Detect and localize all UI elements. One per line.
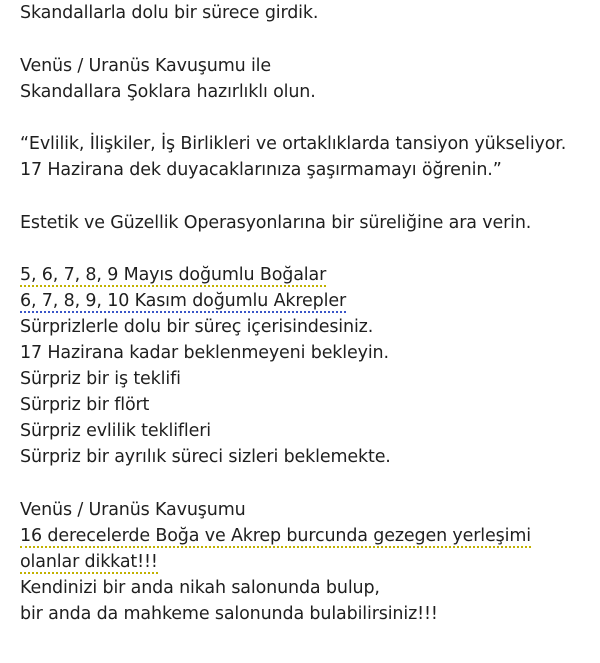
paragraph-gap — [20, 183, 595, 210]
text-line: Venüs / Uranüs Kavuşumu ile — [20, 55, 271, 76]
text-line: bir anda da mahkeme salonunda bulabilirsiniz!!! — [20, 603, 438, 624]
highlighted-dates-boga[interactable]: 5, 6, 7, 8, 9 Mayıs doğumlu Boğalar — [20, 265, 327, 285]
text-line — [20, 549, 595, 575]
text-line: Sürprizlerle dolu bir süreç içerisindesiniz. — [20, 317, 374, 337]
highlighted-degree-text[interactable]: 16 derecelerde Boğa ve Akrep burcunda gezegen yerleşimi — [20, 525, 531, 546]
quote-line: 17 Hazirana dek duyacaklarınıza şaşırmamayı öğrenin.” — [20, 160, 502, 180]
text-line: Venüs / Uranüs Kavuşumu — [20, 499, 246, 520]
paragraph-gap — [20, 236, 595, 263]
text-line: Sürpriz bir iş teklifi — [20, 369, 181, 389]
highlighted-warning-text[interactable]: olanlar dikkat!!! — [20, 551, 158, 572]
highlighted-dates-akrep[interactable]: 6, 7, 8, 9, 10 Kasım doğumlu Akrepler — [20, 291, 346, 311]
text-line: Sürpriz bir flört — [20, 395, 150, 415]
text-line — [20, 262, 595, 288]
paragraph-gap — [20, 470, 595, 497]
text-line: Sürpriz evlilik teklifleri — [20, 421, 212, 441]
document-body — [20, 0, 595, 627]
text-line: Sürpriz bir ayrılık süreci sizleri beklemekte. — [20, 447, 391, 467]
quote-line: “Evlilik, İlişkiler, İş Birlikleri ve ortaklıklarda tansiyon yükseliyor. — [20, 134, 567, 154]
text-line: Kendinizi bir anda nikah salonunda bulup, — [20, 577, 380, 598]
text-line — [20, 288, 595, 314]
paragraph-gap — [20, 26, 595, 53]
text-line: Skandallara Şoklara hazırlıklı olun. — [20, 81, 316, 102]
text-line: 17 Hazirana kadar beklenmeyeni bekleyin. — [20, 343, 389, 363]
text-line — [20, 523, 595, 549]
text-line: Estetik ve Güzellik Operasyonlarına bir süreliğine ara verin. — [20, 212, 532, 233]
text-line: Skandallarla dolu bir sürece girdik. — [20, 3, 319, 23]
paragraph-gap — [20, 105, 595, 132]
